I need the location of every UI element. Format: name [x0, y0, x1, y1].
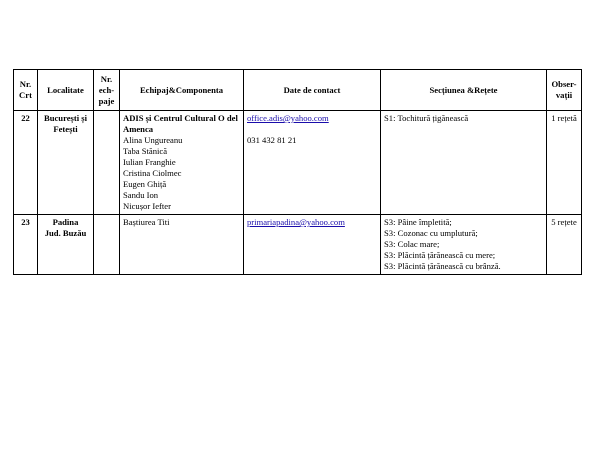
recipe-item: S3: Plăcintă țărănească cu mere; [384, 250, 496, 260]
row-localitate: Padina Jud. Buzău [38, 215, 94, 275]
recipe-item: S3: Cozonac cu umplutură; [384, 228, 478, 238]
team-member: Cristina Ciolmec [123, 168, 182, 178]
header-observatii: Obser- vații [547, 70, 582, 111]
header-nr-echipaje: Nr. ech- paje [94, 70, 120, 111]
header-contact: Date de contact [244, 70, 381, 111]
team-member: Nicușor Iefter [123, 201, 171, 211]
team-member: Eugen Ghiță [123, 179, 167, 189]
team-member: Baștiurea Titi [123, 217, 170, 227]
row-number: 23 [14, 215, 38, 275]
row-number: 22 [14, 111, 38, 215]
email-link[interactable]: primariapadina@yahoo.com [247, 217, 345, 227]
phone-number: 031 432 81 21 [247, 135, 297, 145]
row-nr-echipaje [94, 111, 120, 215]
row-echipaj [120, 215, 244, 275]
team-member: Iulian Franghie [123, 157, 176, 167]
team-member: Sandu Ion [123, 190, 159, 200]
header-localitate: Localitate [38, 70, 94, 111]
table-row [14, 111, 582, 215]
teams-table [13, 69, 582, 275]
row-nr-echipaje [94, 215, 120, 275]
row-observatii: 5 rețete [547, 215, 582, 275]
recipe-item: S1: Tochitură țigănească [384, 113, 469, 123]
row-localitate: București și Fetești [38, 111, 94, 215]
recipe-item: S3: Colac mare; [384, 239, 440, 249]
row-observatii: 1 rețetă [547, 111, 582, 215]
team-member: Alina Ungureanu [123, 135, 183, 145]
row-sectiunea [381, 215, 547, 275]
email-link[interactable]: office.adis@yahoo.com [247, 113, 329, 123]
row-contact [244, 111, 381, 215]
team-member: Taba Stănică [123, 146, 168, 156]
row-contact [244, 215, 381, 275]
header-echipaj: Echipaj&Componenta [120, 70, 244, 111]
recipe-item: S3: Pâine împletită; [384, 217, 452, 227]
table-row [14, 215, 582, 275]
row-echipaj [120, 111, 244, 215]
recipe-item: S3: Plăcintă țărănească cu brânză. [384, 261, 501, 271]
row-sectiunea [381, 111, 547, 215]
team-name: ADIS și Centrul Cultural O del Amenca [123, 113, 238, 134]
header-nr-crt: Nr. Crt [14, 70, 38, 111]
header-sectiunea: Secțiunea &Rețete [381, 70, 547, 111]
header-row [14, 70, 582, 111]
